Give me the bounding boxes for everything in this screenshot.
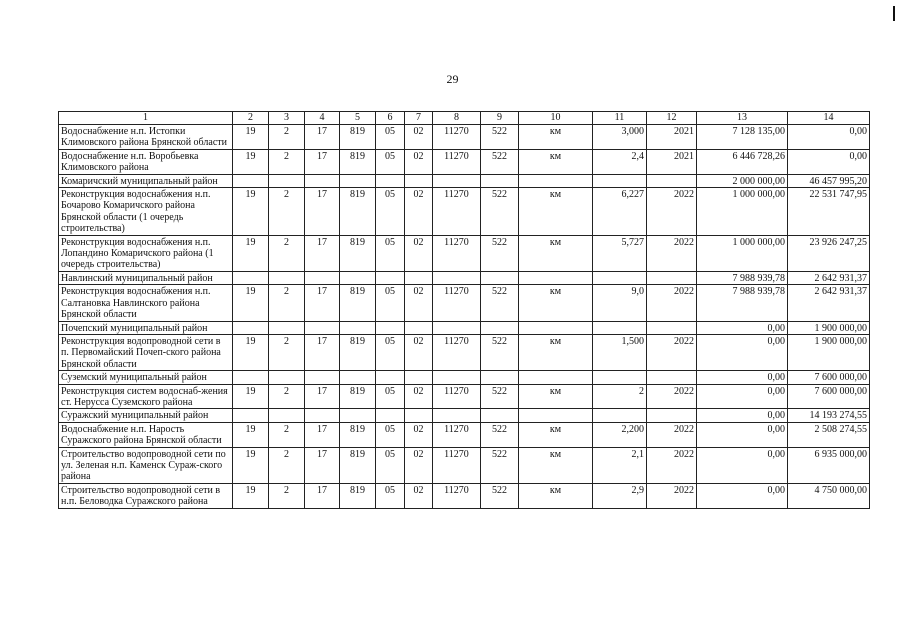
table-row (59, 188, 870, 236)
table-row (59, 334, 870, 370)
table-cell-col-2 (233, 409, 269, 422)
row-name-cell: Реконструкция водоснабжения н.п. Бочарово Комаричского района Брянской области (1 очередь строительства) (59, 188, 233, 236)
table-cell-col-12: 2021 (647, 149, 697, 174)
table-cell-col-10 (519, 271, 593, 284)
table-cell-col-13: 0,00 (697, 409, 788, 422)
row-name-cell: Реконструкция систем водоснаб-жения ст. Нерусса Суземского района (59, 384, 233, 409)
row-name-cell: Водоснабжение н.п. Нарость Суражского района Брянской области (59, 422, 233, 447)
table-cell-col-9 (481, 174, 519, 187)
table-cell-col-4: 17 (305, 334, 340, 370)
table-cell-col-5: 819 (340, 422, 376, 447)
table-cell-col-5: 819 (340, 447, 376, 483)
table-cell-col-3: 2 (269, 384, 305, 409)
table-cell-col-11 (593, 271, 647, 284)
table-cell-col-14: 4 750 000,00 (788, 483, 870, 508)
table-cell-col-3: 2 (269, 483, 305, 508)
table-cell-col-12 (647, 174, 697, 187)
table-cell-col-5 (340, 409, 376, 422)
table-cell-col-11 (593, 321, 647, 334)
table-cell-col-13: 1 000 000,00 (697, 188, 788, 236)
table-cell-col-5 (340, 271, 376, 284)
table-cell-col-4 (305, 174, 340, 187)
table-cell-col-9: 522 (481, 483, 519, 508)
table-cell-col-12: 2022 (647, 285, 697, 321)
table-cell-col-4: 17 (305, 149, 340, 174)
column-header-5: 5 (340, 112, 376, 125)
table-cell-col-14: 7 600 000,00 (788, 371, 870, 384)
column-header-6: 6 (376, 112, 405, 125)
table-cell-col-10: км (519, 384, 593, 409)
table-cell-col-10: км (519, 334, 593, 370)
table-cell-col-5: 819 (340, 483, 376, 508)
table-cell-col-13: 1 000 000,00 (697, 235, 788, 271)
table-cell-col-12 (647, 409, 697, 422)
table-cell-col-6 (376, 271, 405, 284)
table-cell-col-10: км (519, 235, 593, 271)
table-cell-col-5: 819 (340, 285, 376, 321)
table-cell-col-13: 0,00 (697, 321, 788, 334)
table-row (59, 271, 870, 284)
table-row (59, 447, 870, 483)
table-cell-col-4: 17 (305, 125, 340, 150)
table-cell-col-8: 11270 (433, 285, 481, 321)
table-cell-col-3 (269, 271, 305, 284)
row-name-cell: Водоснабжение н.п. Воробьевка Климовского района (59, 149, 233, 174)
table-cell-col-14: 46 457 995,20 (788, 174, 870, 187)
table-cell-col-6 (376, 174, 405, 187)
table-cell-col-7: 02 (405, 483, 433, 508)
table-cell-col-12: 2022 (647, 483, 697, 508)
table-cell-col-10: км (519, 125, 593, 150)
table-cell-col-11: 2,1 (593, 447, 647, 483)
table-cell-col-6: 05 (376, 285, 405, 321)
table-cell-col-12: 2022 (647, 188, 697, 236)
table-cell-col-10: км (519, 285, 593, 321)
table-cell-col-8: 11270 (433, 125, 481, 150)
table-cell-col-2: 19 (233, 422, 269, 447)
table-cell-col-14: 14 193 274,55 (788, 409, 870, 422)
table-cell-col-3 (269, 371, 305, 384)
table-cell-col-7: 02 (405, 334, 433, 370)
row-name-cell: Реконструкция водоснабжения н.п. Лопандино Комаричского района (1 очередь строительства) (59, 235, 233, 271)
table-cell-col-9 (481, 409, 519, 422)
table-cell-col-4: 17 (305, 384, 340, 409)
table-cell-col-2 (233, 371, 269, 384)
table-cell-col-14: 0,00 (788, 149, 870, 174)
table-cell-col-4 (305, 371, 340, 384)
row-name-cell: Суражский муниципальный район (59, 409, 233, 422)
column-header-3: 3 (269, 112, 305, 125)
table-cell-col-13: 0,00 (697, 384, 788, 409)
table-row (59, 371, 870, 384)
table-row (59, 321, 870, 334)
table-cell-col-3: 2 (269, 235, 305, 271)
table-cell-col-13: 0,00 (697, 371, 788, 384)
column-header-10: 10 (519, 112, 593, 125)
table-cell-col-5 (340, 321, 376, 334)
budget-table (58, 111, 870, 509)
table-cell-col-8: 11270 (433, 235, 481, 271)
table-cell-col-8: 11270 (433, 149, 481, 174)
row-name-cell: Суземский муниципальный район (59, 371, 233, 384)
row-name-cell: Навлинский муниципальный район (59, 271, 233, 284)
table-cell-col-9 (481, 271, 519, 284)
table-cell-col-12: 2022 (647, 447, 697, 483)
table-cell-col-9: 522 (481, 285, 519, 321)
table-cell-col-6: 05 (376, 149, 405, 174)
table-cell-col-8: 11270 (433, 188, 481, 236)
table-row (59, 125, 870, 150)
table-cell-col-7 (405, 371, 433, 384)
table-cell-col-14: 0,00 (788, 125, 870, 150)
table-cell-col-3 (269, 174, 305, 187)
table-cell-col-4 (305, 409, 340, 422)
table-cell-col-2: 19 (233, 285, 269, 321)
table-cell-col-5: 819 (340, 149, 376, 174)
row-name-cell: Комаричский муниципальный район (59, 174, 233, 187)
table-cell-col-12: 2022 (647, 384, 697, 409)
table-cell-col-3 (269, 409, 305, 422)
table-cell-col-13: 0,00 (697, 483, 788, 508)
table-header-row (59, 112, 870, 125)
table-cell-col-14: 2 642 931,37 (788, 271, 870, 284)
table-cell-col-4 (305, 321, 340, 334)
table-row (59, 409, 870, 422)
table-cell-col-13: 0,00 (697, 447, 788, 483)
table-cell-col-8: 11270 (433, 447, 481, 483)
table-cell-col-6 (376, 321, 405, 334)
table-cell-col-11: 9,0 (593, 285, 647, 321)
table-cell-col-11: 3,000 (593, 125, 647, 150)
table-cell-col-10 (519, 321, 593, 334)
table-cell-col-2: 19 (233, 125, 269, 150)
table-cell-col-10 (519, 409, 593, 422)
table-cell-col-4: 17 (305, 483, 340, 508)
row-name-cell: Реконструкция водопроводной сети в п. Первомайский Почеп-ского района Брянской области (59, 334, 233, 370)
table-cell-col-12 (647, 271, 697, 284)
table-cell-col-10: км (519, 149, 593, 174)
column-header-12: 12 (647, 112, 697, 125)
table-cell-col-12: 2022 (647, 334, 697, 370)
table-cell-col-6: 05 (376, 188, 405, 236)
table-cell-col-6 (376, 409, 405, 422)
table-cell-col-13: 7 988 939,78 (697, 285, 788, 321)
table-cell-col-8 (433, 321, 481, 334)
table-cell-col-3: 2 (269, 125, 305, 150)
table-row (59, 483, 870, 508)
table-cell-col-9: 522 (481, 334, 519, 370)
table-cell-col-2: 19 (233, 188, 269, 236)
table-cell-col-4: 17 (305, 422, 340, 447)
table-cell-col-8 (433, 409, 481, 422)
table-row (59, 235, 870, 271)
column-header-11: 11 (593, 112, 647, 125)
table-cell-col-3 (269, 321, 305, 334)
table-cell-col-6: 05 (376, 235, 405, 271)
table-cell-col-10: км (519, 422, 593, 447)
table-cell-col-13: 2 000 000,00 (697, 174, 788, 187)
table-cell-col-2: 19 (233, 235, 269, 271)
row-name-cell: Водоснабжение н.п. Истопки Климовского района Брянской области (59, 125, 233, 150)
table-cell-col-7 (405, 409, 433, 422)
table-cell-col-11: 2,200 (593, 422, 647, 447)
table-cell-col-9 (481, 371, 519, 384)
table-cell-col-7 (405, 321, 433, 334)
table-cell-col-11: 2,9 (593, 483, 647, 508)
table-cell-col-6: 05 (376, 125, 405, 150)
table-cell-col-5: 819 (340, 384, 376, 409)
table-cell-col-13: 7 128 135,00 (697, 125, 788, 150)
table-row (59, 422, 870, 447)
table-cell-col-11 (593, 174, 647, 187)
table-cell-col-2: 19 (233, 384, 269, 409)
table-cell-col-14: 6 935 000,00 (788, 447, 870, 483)
table-cell-col-10: км (519, 483, 593, 508)
table-cell-col-13: 0,00 (697, 334, 788, 370)
page-number: 29 (446, 72, 459, 86)
column-header-9: 9 (481, 112, 519, 125)
table-cell-col-7: 02 (405, 149, 433, 174)
table-cell-col-5: 819 (340, 125, 376, 150)
table-row (59, 285, 870, 321)
table-cell-col-11: 2,4 (593, 149, 647, 174)
table-cell-col-7: 02 (405, 285, 433, 321)
table-cell-col-9: 522 (481, 447, 519, 483)
table-cell-col-14: 7 600 000,00 (788, 384, 870, 409)
column-header-2: 2 (233, 112, 269, 125)
table-row (59, 384, 870, 409)
table-cell-col-3: 2 (269, 285, 305, 321)
table-cell-col-3: 2 (269, 422, 305, 447)
table-cell-col-2: 19 (233, 447, 269, 483)
table-cell-col-11: 1,500 (593, 334, 647, 370)
table-cell-col-14: 22 531 747,95 (788, 188, 870, 236)
table-cell-col-8: 11270 (433, 422, 481, 447)
table-cell-col-9: 522 (481, 125, 519, 150)
table-cell-col-7: 02 (405, 384, 433, 409)
row-name-cell: Реконструкция водоснабжения н.п. Салтановка Навлинского района Брянской области (59, 285, 233, 321)
table-cell-col-2 (233, 321, 269, 334)
table-cell-col-9: 522 (481, 188, 519, 236)
table-cell-col-8: 11270 (433, 483, 481, 508)
table-cell-col-5 (340, 371, 376, 384)
table-cell-col-12: 2022 (647, 422, 697, 447)
column-header-7: 7 (405, 112, 433, 125)
table-cell-col-7: 02 (405, 125, 433, 150)
table-cell-col-9 (481, 321, 519, 334)
column-header-8: 8 (433, 112, 481, 125)
table-cell-col-3: 2 (269, 149, 305, 174)
table-cell-col-12: 2021 (647, 125, 697, 150)
table-cell-col-5: 819 (340, 188, 376, 236)
table-cell-col-7: 02 (405, 188, 433, 236)
table-cell-col-4 (305, 271, 340, 284)
table-cell-col-5 (340, 174, 376, 187)
table-cell-col-3: 2 (269, 334, 305, 370)
table-cell-col-7: 02 (405, 447, 433, 483)
row-name-cell: Строительство водопроводной сети по ул. Зеленая н.п. Каменск Сураж-ского района (59, 447, 233, 483)
table-cell-col-2 (233, 174, 269, 187)
table-cell-col-9: 522 (481, 384, 519, 409)
table-cell-col-6: 05 (376, 334, 405, 370)
page-edge-mark (893, 6, 895, 21)
table-cell-col-12 (647, 371, 697, 384)
table-cell-col-11: 6,227 (593, 188, 647, 236)
table-cell-col-10: км (519, 188, 593, 236)
table-cell-col-12: 2022 (647, 235, 697, 271)
table-cell-col-6: 05 (376, 384, 405, 409)
table-cell-col-9: 522 (481, 422, 519, 447)
table-cell-col-10 (519, 371, 593, 384)
table-cell-col-13: 6 446 728,26 (697, 149, 788, 174)
table-cell-col-4: 17 (305, 235, 340, 271)
table-cell-col-6 (376, 371, 405, 384)
table-cell-col-7: 02 (405, 235, 433, 271)
table-cell-col-2: 19 (233, 483, 269, 508)
table-cell-col-7: 02 (405, 422, 433, 447)
table-cell-col-7 (405, 174, 433, 187)
table-cell-col-6: 05 (376, 447, 405, 483)
table-cell-col-14: 2 508 274,55 (788, 422, 870, 447)
table-cell-col-4: 17 (305, 188, 340, 236)
table-cell-col-8: 11270 (433, 334, 481, 370)
table-cell-col-10 (519, 174, 593, 187)
table-cell-col-14: 23 926 247,25 (788, 235, 870, 271)
table-cell-col-4: 17 (305, 285, 340, 321)
row-name-cell: Почепский муниципальный район (59, 321, 233, 334)
table-cell-col-3: 2 (269, 447, 305, 483)
column-header-14: 14 (788, 112, 870, 125)
table-cell-col-8 (433, 371, 481, 384)
table-cell-col-9: 522 (481, 149, 519, 174)
table-cell-col-6: 05 (376, 422, 405, 447)
table-cell-col-8 (433, 271, 481, 284)
table-cell-col-14: 1 900 000,00 (788, 334, 870, 370)
table-cell-col-9: 522 (481, 235, 519, 271)
table-cell-col-7 (405, 271, 433, 284)
table-cell-col-6: 05 (376, 483, 405, 508)
table-cell-col-4: 17 (305, 447, 340, 483)
column-header-4: 4 (305, 112, 340, 125)
table-cell-col-14: 2 642 931,37 (788, 285, 870, 321)
table-cell-col-14: 1 900 000,00 (788, 321, 870, 334)
table-cell-col-11 (593, 409, 647, 422)
table-cell-col-8 (433, 174, 481, 187)
table-row (59, 149, 870, 174)
table-cell-col-11: 2 (593, 384, 647, 409)
table-row (59, 174, 870, 187)
column-header-1: 1 (59, 112, 233, 125)
table-cell-col-13: 0,00 (697, 422, 788, 447)
column-header-13: 13 (697, 112, 788, 125)
table-cell-col-12 (647, 321, 697, 334)
table-cell-col-2 (233, 271, 269, 284)
table-cell-col-8: 11270 (433, 384, 481, 409)
table-cell-col-13: 7 988 939,78 (697, 271, 788, 284)
table-cell-col-10: км (519, 447, 593, 483)
table-cell-col-3: 2 (269, 188, 305, 236)
table-cell-col-5: 819 (340, 334, 376, 370)
table-cell-col-11: 5,727 (593, 235, 647, 271)
table-cell-col-5: 819 (340, 235, 376, 271)
row-name-cell: Строительство водопроводной сети в н.п. Беловодка Суражского района (59, 483, 233, 508)
table-cell-col-2: 19 (233, 334, 269, 370)
table-cell-col-11 (593, 371, 647, 384)
table-cell-col-2: 19 (233, 149, 269, 174)
